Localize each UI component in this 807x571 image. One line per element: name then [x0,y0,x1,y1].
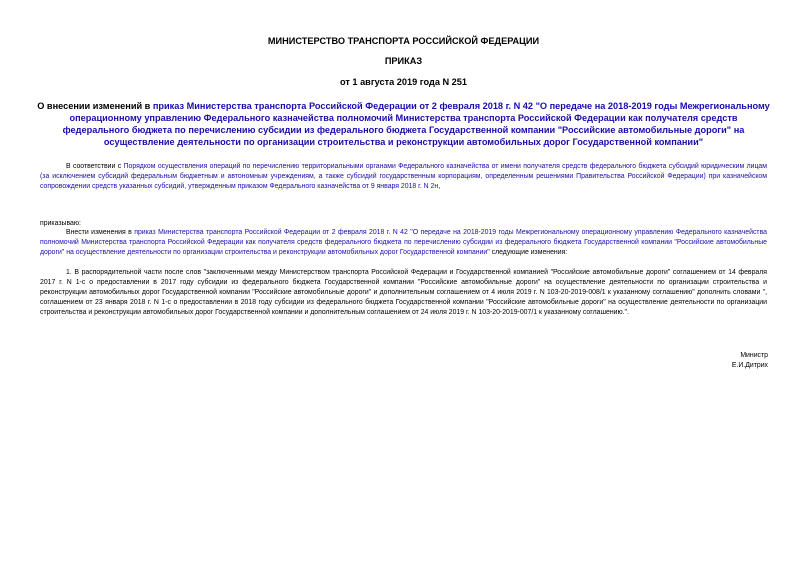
amended-order-link[interactable]: приказ Министерства транспорта Российской Федерации от 2 февраля 2018 г. N 42 "О передаче на 2018-2019 годы Межрегиональному операционному управлению Федерального казначейства полномочий Министерства транспорта Российской Федерации как получателя средств федерального бюджета по перечислению субсидии из федерального бюджета Государственной компании "Российские автомобильные дороги" на осуществление деятельности по организации строительства и реконструкции автомобильных дорог Государственной компании" [40,229,767,256]
paragraph-amend [40,228,767,258]
paragraph-order-word: приказываю: [40,220,81,227]
document-date-number: от 1 августа 2019 года N 251 [339,77,468,87]
p3-suffix: следующие изменения: [489,249,568,256]
paragraph-basis [40,162,767,192]
procedure-link[interactable]: Порядком осуществления операций по перечислению территориальными органами Федерального казначейства от имени получателя средств федерального бюджета субсидий юридическим лицам (за исключением субсидий федеральным бюджетным и автономным учреждениям, а также субсидий государственным корпорациям, определенным решениями Правительства Российской Федерации) при казначейском сопровождении средств указанных субсидий, утвержденным приказом Федерального казначейства от 9 января 2018 г. N 2н [40,163,768,190]
title-order-link[interactable]: приказ Министерства транспорта Российской Федерации от 2 февраля 2018 г. N 42 "О передаче на 2018-2019 годы Межрегиональному операционному управлению Федерального казначейства полномочий Министерства транспорта Российской Федерации как получателя средств федерального бюджета по перечислению субсидии из федерального бюджета Государственной компании "Российские автомобильные дороги" на осуществление деятельности по организации строительства и реконструкции автомобильных дорог Государственной компании" [62,101,770,147]
document-type: ПРИКАЗ [384,56,423,66]
signature-position: Министр [740,352,768,359]
signature-name: Е.И.Дитрих [731,362,768,369]
p3-prefix: Внести изменения в [66,229,135,236]
p1-suffix: , [438,183,441,190]
title-prefix: О внесении изменений в [37,101,153,111]
p1-prefix: В соответствии с [66,163,124,170]
paragraph-item-1: 1. В распорядительной части после слов "заключенными между Министерством транспорта Российской Федерации и Государственной компанией "Российские автомобильные дороги" соглашением от 14 февраля 2017 г. N 1-с о предоставлении в 2017 году субсидии из федерального бюджета Государственной компании "Российские автомобильные дороги" на осуществление деятельности по организации строительства и реконструкции автомобильных дорог Государственной компании "Российские автомобильные дороги" и дополнительным соглашением от 4 июля 2019 г. N 103-20-2019-008/1 к указанному соглашению" дополнить словами ", соглашением от 23 января 2018 г. N 1-с о предоставлении в 2018 году субсидии из федерального бюджета Государственной компании "Российские автомобильные дороги" на осуществление деятельности по организации строительства и реконструкции автомобильных дорог Государственной компании и дополнительным соглашением от 24 июля 2019 г. N 103-20-2019-007/1 к указанному соглашению.". [40,269,767,316]
document-title [36,100,771,148]
ministry-heading: МИНИСТЕРСТВО ТРАНСПОРТА РОССИЙСКОЙ ФЕДЕРАЦИИ [267,36,540,46]
signature-block [732,351,768,371]
